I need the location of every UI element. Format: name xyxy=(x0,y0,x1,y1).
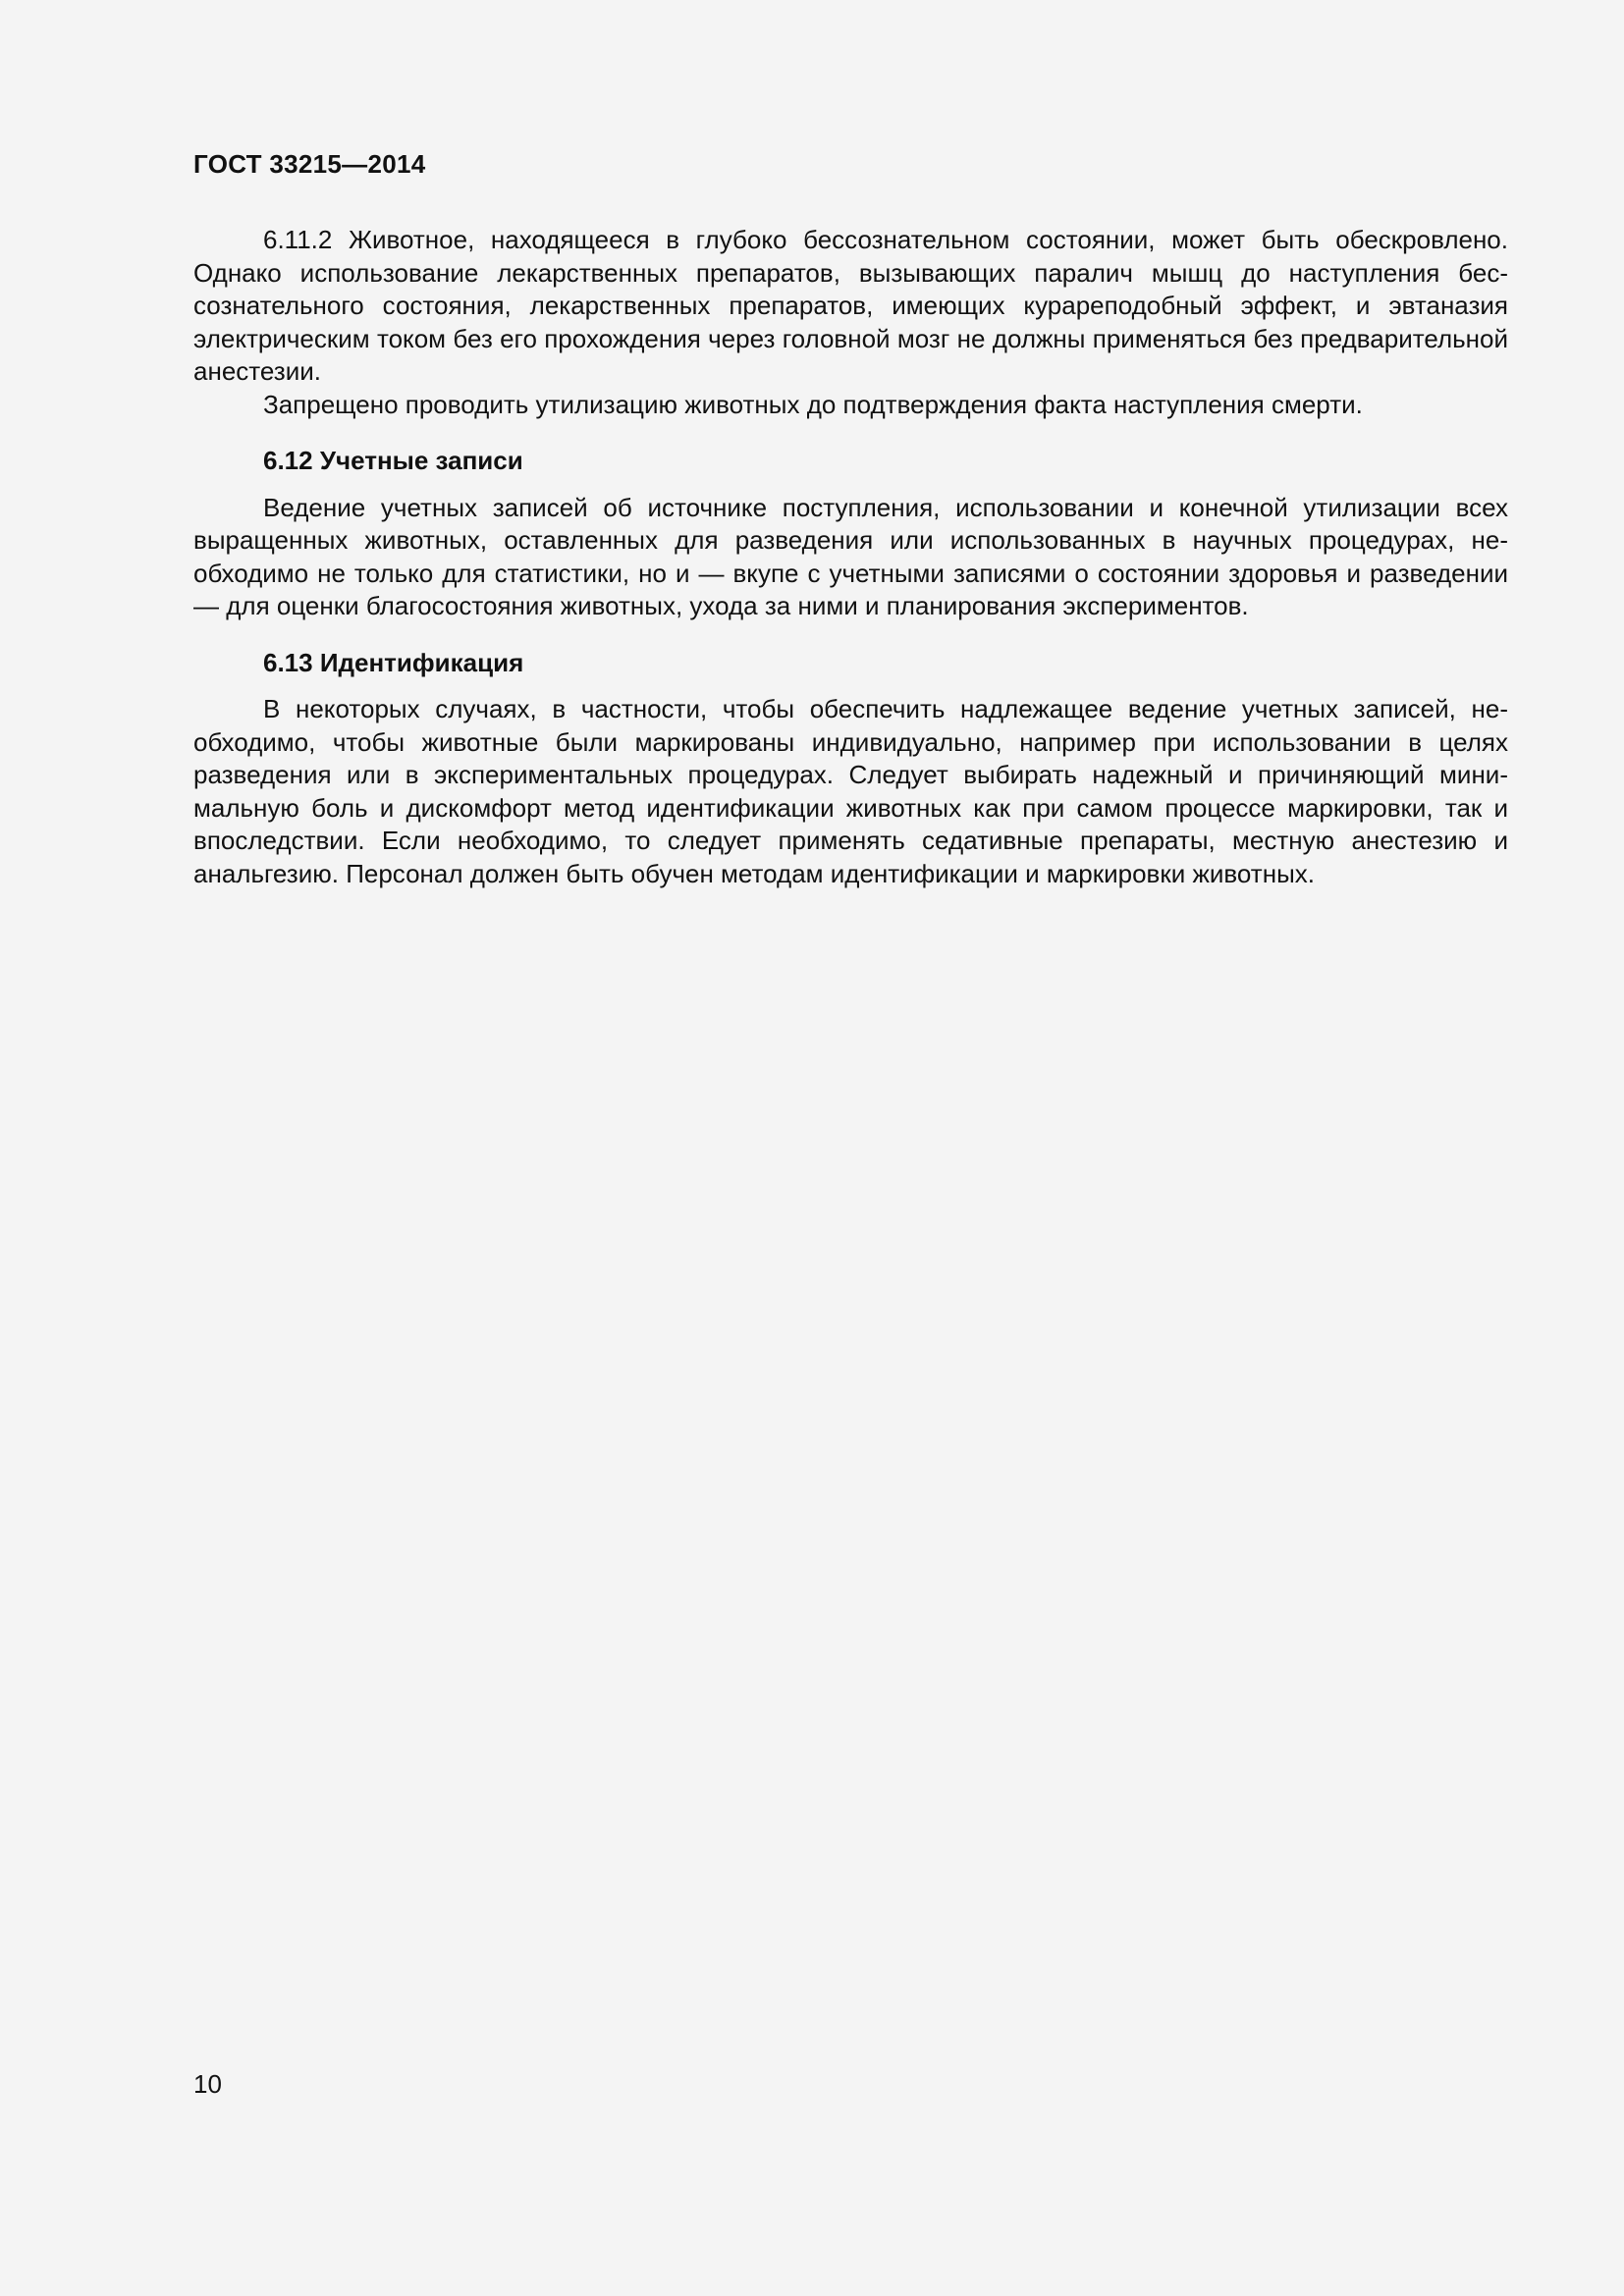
paragraph-6-12: Ведение учетных записей об источнике поступления, использовании и конечной утилизации всех выращенных животных, оставленных для разведения или использованных в научных процедурах, необходимо не только для статистики, но и — вкупе с учетными записями о состоянии здоровья и разведении — для оценки благосостояния животных, ухода за ними и планирования экспериментов. xyxy=(193,492,1508,620)
document-code-header: ГОСТ 33215—2014 xyxy=(193,149,426,179)
paragraph-6-11-2: 6.11.2 Животное, находящееся в глубоко бессознательном состоянии, может быть обескровлено. Однако использование лекарственных препаратов, вызывающих паралич мышц до наступления бессознательного состояния, лекарственных препаратов, имеющих курареподобный эффект, и эвтаназия электрическим током без его прохождения через головной мозг не должны применяться без предварительной анестезии. xyxy=(193,225,1508,386)
page-number: 10 xyxy=(193,2069,222,2099)
section-heading-6-12: 6.12 Учетные записи xyxy=(263,446,523,475)
document-body xyxy=(193,224,1508,890)
paragraph-6-13: В некоторых случаях, в частности, чтобы обеспечить надлежащее ведение учетных записей, необходимо, чтобы животные были маркированы индивидуально, например при использовании в целях разведения или в экспериментальных процедурах. Следует выбирать надежный и причиняющий минимальную боль и дискомфорт метод идентификации животных как при самом процессе маркировки, так и впоследствии. Если необходимо, то следует применять седативные препараты, местную анестезию и анальгезию. Персонал должен быть обучен методам идентификации и маркировки животных. xyxy=(193,694,1508,888)
section-heading-6-13: 6.13 Идентификация xyxy=(263,647,524,677)
paragraph-disposal: Запрещено проводить утилизацию животных до подтверждения факта наступления смерти. xyxy=(263,389,1363,419)
